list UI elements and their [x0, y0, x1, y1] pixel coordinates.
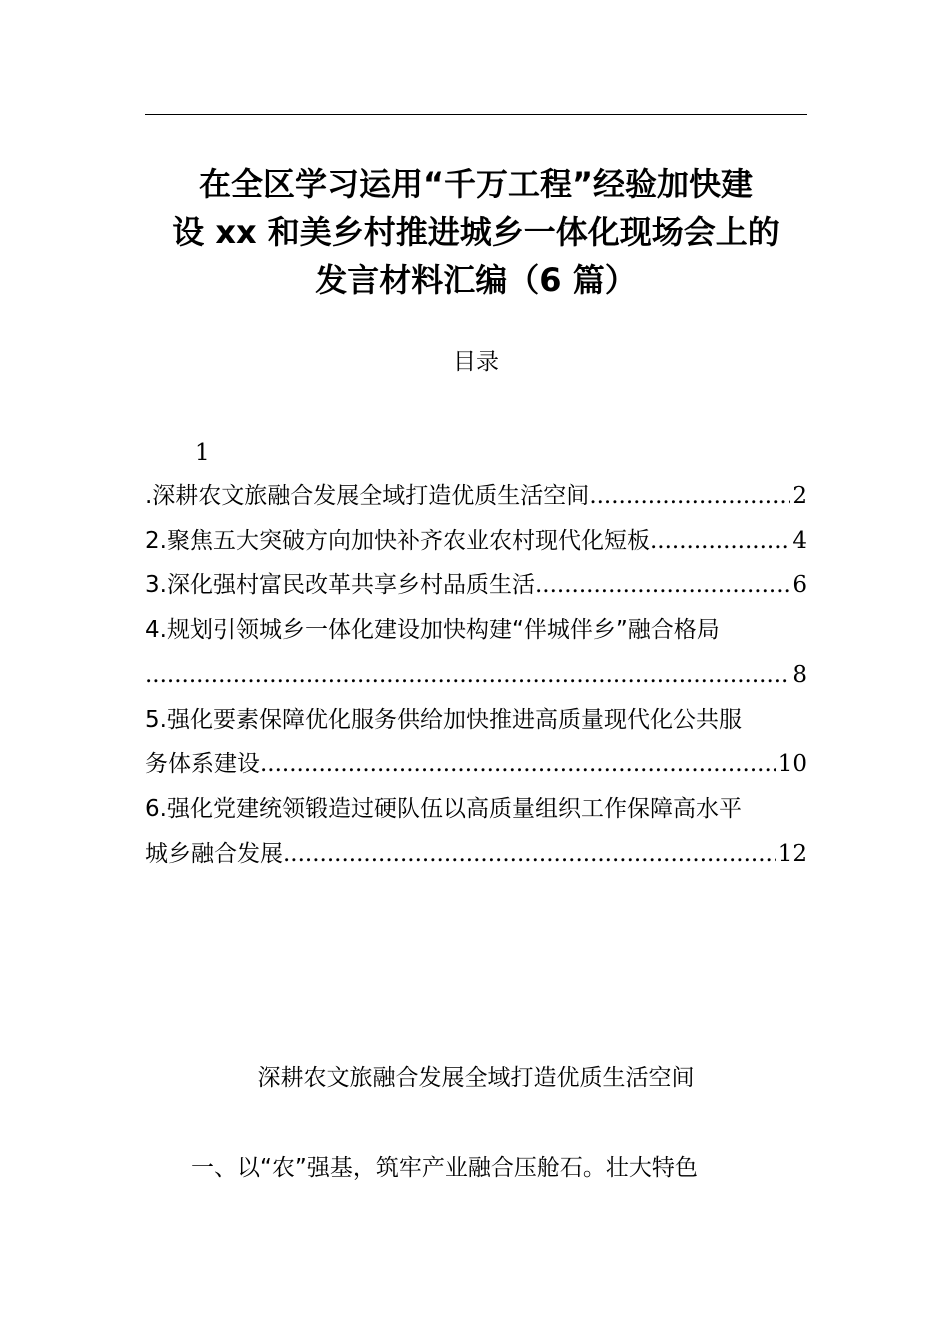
toc-leader-dots — [283, 834, 776, 874]
toc-entry-page: 12 — [777, 841, 807, 867]
toc-entry-text: 3.深化强村富民改革共享乡村品质生活 — [145, 572, 535, 598]
toc-leader-dots — [535, 565, 790, 605]
toc-entry-page: 8 — [792, 662, 807, 688]
toc-entry-2[interactable] — [145, 521, 807, 561]
toc-entry-5[interactable] — [145, 744, 807, 784]
toc-entry-4[interactable] — [145, 655, 807, 695]
toc-entry-1[interactable] — [145, 476, 807, 516]
toc-entry-4-line-1[interactable]: 4.规划引领城乡一体化建设加快构建“伴城伴乡”融合格局 — [145, 617, 720, 643]
toc-entry-page: 10 — [777, 751, 807, 777]
title-line-2: 设 xx 和美乡村推进城乡一体化现场会上的 — [172, 213, 780, 251]
toc-entry-3[interactable] — [145, 565, 807, 605]
toc-leader-dots — [650, 521, 790, 561]
toc-entry-6-line-1[interactable]: 6.强化党建统领锻造过硬队伍以高质量组织工作保障高水平 — [145, 796, 742, 822]
toc-entry-text: 城乡融合发展 — [145, 841, 283, 867]
section-title: 深耕农文旅融合发展全域打造优质生活空间 — [257, 1065, 695, 1091]
toc-entry-6[interactable] — [145, 834, 807, 874]
toc-leader-dots — [145, 655, 790, 695]
header-rule — [145, 114, 807, 115]
toc-entry-text: 2.聚焦五大突破方向加快补齐农业农村现代化短板 — [145, 528, 650, 554]
toc-heading: 目录 — [453, 349, 499, 375]
toc-entry-5-line-1[interactable]: 5.强化要素保障优化服务供给加快推进高质量现代化公共服 — [145, 707, 742, 733]
title-line-3: 发言材料汇编（6 篇） — [315, 261, 637, 299]
document-title — [145, 160, 807, 304]
body-paragraph: 一、以“农”强基，筑牢产业融合压舱石。壮大特色 — [191, 1155, 698, 1181]
toc-leader-dots — [589, 476, 790, 516]
toc-entry-text: .深耕农文旅融合发展全域打造优质生活空间 — [145, 483, 590, 509]
toc-entry-page: 4 — [792, 528, 807, 554]
toc-entry-text: 务体系建设 — [145, 751, 260, 777]
toc-entry-page: 2 — [792, 483, 807, 509]
toc-entry-page: 6 — [792, 572, 807, 598]
title-line-1: 在全区学习运用“千万工程”经验加快建 — [198, 165, 754, 203]
toc-leader-dots — [260, 744, 776, 784]
toc-leading-number: 1 — [195, 440, 210, 466]
